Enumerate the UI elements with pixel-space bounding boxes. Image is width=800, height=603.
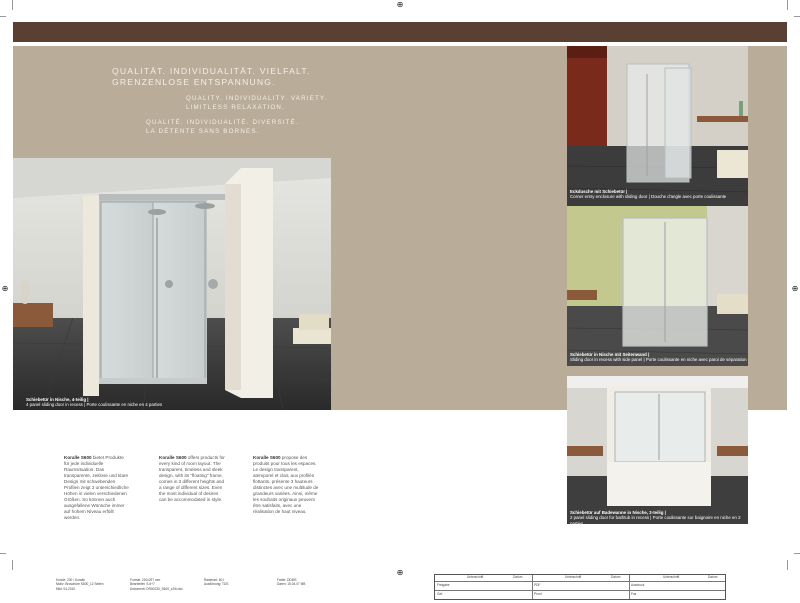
tagline-english-line2: LIMITLESS RELAXATION.	[186, 104, 286, 111]
body-column-french-text: propose des produits pour tous les espaces. Le design transparent, atemporel et clair, aux profilés flottants, présente 3 hauteurs distinctes avec une multitude de grandeurs variées. Ainsi, même les souhaits originaux peuvent être satisfaits, avec une réalisation de haut niveau.	[253, 455, 319, 514]
tb-header-date-1: Datum	[513, 575, 523, 579]
tagline-french-line1: QUALITÉ. INDIVIDUALITÉ. DIVERSITÉ.	[146, 119, 299, 126]
main-photo-caption-title: Schiebetür in Nische, 4-teilig |	[26, 397, 89, 402]
registration-mark-icon: ⊕	[396, 0, 404, 9]
tb-row-print: Ausdruck	[631, 583, 645, 587]
footer-execution: Ausführung: TDS	[204, 582, 229, 587]
footer-job-info	[56, 578, 116, 591]
corner-shower-illustration	[567, 46, 748, 206]
main-photo-caption	[26, 397, 226, 408]
tb-row-fax: Fax	[631, 592, 637, 596]
body-column-german-lead: Koralle S600	[64, 455, 92, 460]
footer-format: Format: 210x297 mm	[130, 578, 161, 582]
footer-color-info	[277, 578, 327, 587]
crop-mark	[0, 16, 6, 17]
footer-motif: Motiv: Broschüre S600_12 Seiten	[56, 582, 104, 587]
tb-row-checked: Gef.	[437, 592, 444, 596]
tb-header-date-2: Datum	[611, 575, 621, 579]
body-column-english	[159, 455, 225, 503]
registration-mark-icon: ⊕	[791, 284, 799, 293]
tagline-german-line2: GRENZENLOSE ENTSPANNUNG.	[112, 77, 276, 87]
registration-mark-icon: ⊕	[1, 284, 9, 293]
footer-data: Daten: 15.04.07 MB	[277, 582, 306, 587]
bathtub-sliding-door-photo	[567, 376, 748, 524]
shower-scene-illustration	[13, 158, 331, 410]
crop-mark	[12, 560, 13, 570]
body-column-german	[64, 455, 130, 521]
crop-mark	[12, 0, 13, 10]
top-color-bar	[13, 22, 787, 42]
body-column-english-text: offers products for every kind of room layout. The transparent, timeless and sleek design, with its "floating" frame, comes in 3 different heights and a range of different sizes. Even the most individual of desires can be accommodated in style.	[159, 455, 225, 502]
body-column-french-lead: Koralle S600	[253, 455, 281, 460]
tb-row-release: Freigabe	[437, 583, 450, 587]
tagline-english-line1: QUALITY. INDIVIDUALITY. VARIETY.	[186, 95, 328, 102]
crop-mark	[794, 553, 800, 554]
footer-client: Kunde: 230 / Koralle	[56, 578, 85, 582]
tb-header-sign-2: Unterschrift	[565, 575, 582, 579]
tagline-french-line2: LA DÉTENTE SANS BORNES.	[146, 128, 260, 135]
photo-1-caption-sub: Corner entry enclosure with sliding door | Douche d'angle avec porte coulissante	[570, 194, 727, 200]
corner-shower-photo	[567, 46, 748, 206]
footer-pages: Bearbeitet: S.6+7	[130, 582, 155, 587]
photo-3-caption	[570, 510, 750, 526]
tagline-french	[146, 118, 346, 136]
registration-mark-icon: ⊕	[396, 568, 404, 577]
tb-header-date-3: Datum	[708, 575, 718, 579]
footer-color: Farbe: DDMS	[277, 578, 297, 582]
crop-mark	[0, 553, 6, 554]
main-shower-photo	[13, 158, 331, 410]
approval-title-block	[434, 574, 726, 600]
recess-shower-with-side-panel-photo	[567, 206, 748, 366]
footer-date: Mikl: 04-2010	[56, 586, 76, 591]
crop-mark	[787, 0, 788, 10]
body-column-german-text: bietet Produkte für jede individuelle Raumsituation. Das transparente, zeitlose und klare Design mit schwebenden Profilen zeigt 3 unterschiedliche Höhen in vielen verschiedenen Größen. So können auch ausgefallene Wünsche immer auf hohem Niveau erfüllt werden.	[64, 455, 129, 520]
bathtub-shower-illustration	[567, 376, 748, 524]
footer-raster: Rasterart: 60 l	[204, 578, 225, 582]
footer-format-info	[130, 578, 200, 591]
photo-1-caption	[570, 189, 746, 200]
tagline-english	[186, 94, 386, 112]
tb-header-sign-3: Unterschrift	[663, 575, 680, 579]
body-column-french	[253, 455, 319, 515]
body-column-english-lead: Koralle S600	[159, 455, 187, 460]
main-photo-caption-sub: 4 panel sliding door in recess | Porte coulissante en niche en 4 parties	[26, 402, 163, 408]
tagline-german	[112, 66, 372, 88]
crop-mark	[787, 560, 788, 570]
crop-mark	[794, 16, 800, 17]
footer-raster-info	[204, 578, 254, 587]
tb-header-sign-1: Unterschrift	[467, 575, 484, 579]
tagline-german-line1: QUALITÄT. INDIVIDUALITÄT. VIELFALT.	[112, 66, 311, 76]
photo-1-caption-title: Eckdusche mit Schiebetür |	[570, 189, 628, 194]
photo-2-caption-title: Schiebetür in Nische mit Seitenwand |	[570, 352, 650, 357]
photo-2-caption	[570, 352, 748, 363]
footer-document: Dokument: DR00230_S600_v2/6.ddc	[130, 586, 183, 591]
photo-2-caption-sub: Sliding door in recess with side panel | Porte coulissante en niche avec paroi de séparation	[570, 357, 747, 363]
photo-3-caption-title: Schiebetür auf Badewanne in Nische, 2-teilig |	[570, 510, 666, 515]
tb-row-proof: Proof	[534, 592, 542, 596]
photo-3-caption-sub: 2 panel sliding door for bathtub in recess | Porte coulissante sur baignoire en niche en 2 parties	[570, 515, 741, 526]
tb-row-pdf: PDF	[534, 583, 541, 587]
recess-shower-illustration	[567, 206, 748, 366]
